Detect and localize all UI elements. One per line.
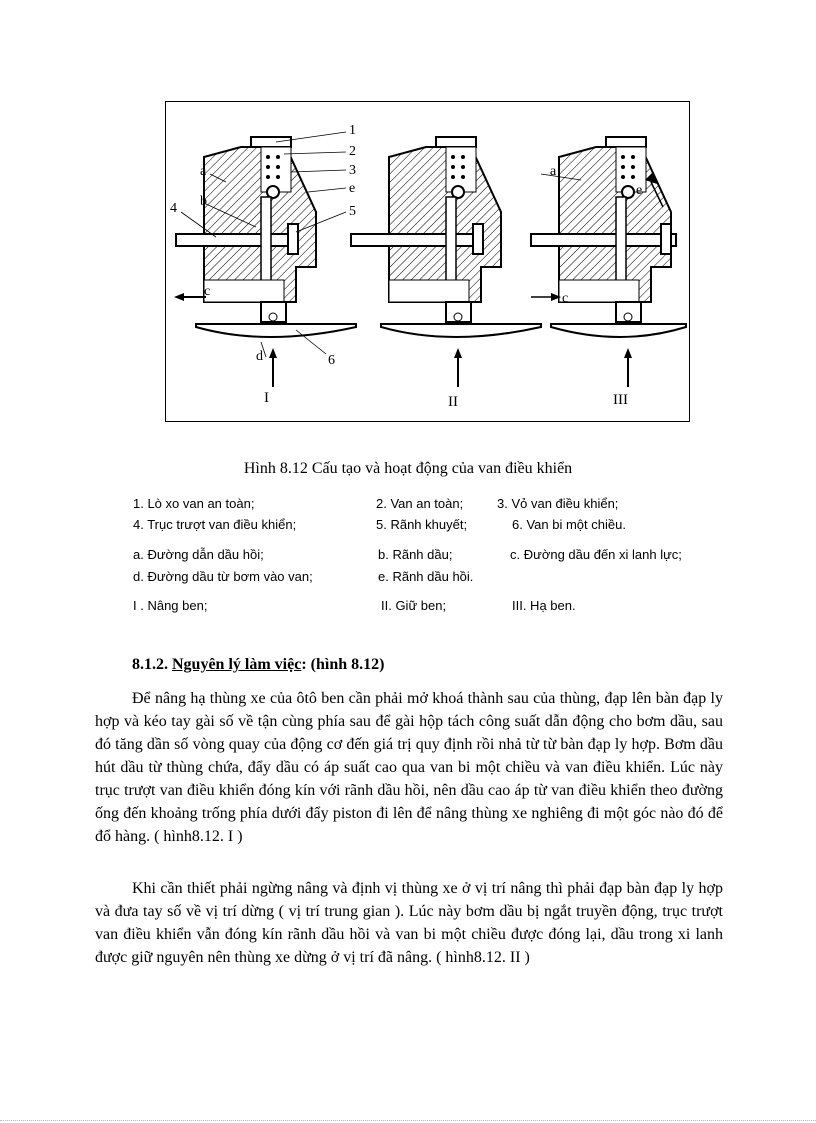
section-title: Nguyên lý làm việc: [172, 656, 302, 673]
legend-6: 6. Van bi một chiều.: [512, 517, 626, 532]
legend-4: 4. Trục trượt van điều khiển;: [133, 517, 297, 532]
legend-5: 5. Rãnh khuyết;: [376, 517, 468, 532]
callout-a: a: [200, 164, 207, 179]
callout-iii-e: e: [636, 183, 643, 198]
panel-label-ii: II: [448, 394, 458, 410]
control-valve-diagram: [166, 102, 691, 423]
panel-label-i: I: [264, 390, 269, 406]
callout-4: 4: [170, 201, 177, 216]
legend-iii: III. Hạ ben.: [512, 598, 576, 613]
section-heading: [132, 656, 384, 674]
legend-a: a. Đường dẫn dầu hồi;: [133, 547, 264, 562]
paragraph-1: Để nâng hạ thùng xe của ôtô ben cần phải mở khoá thành sau của thùng, đạp lên bàn đạp ly hợp và kéo tay gài số về tận cùng phía sau để gài hộp tách công suất dẫn động cho bơm dầu, sau đó tăng dần số vòng quay của động cơ đến giá trị quy định rồi nhả từ từ bàn đạp ly hợp. Bơm dầu hút dầu từ thùng chứa, đẩy dầu có áp suất cao qua van bi một chiều và van điều khiển. Lúc này trục trượt van điều khiển đóng kín với rãnh dầu hồi, nên dầu cao áp từ van điều khiển theo đường ống đến khoảng trống phía dưới đẩy piston đi lên để nâng thùng xe nghiêng đi một góc nào đó để đổ hàng. ( hình8.12. I ): [95, 690, 723, 845]
legend-d: d. Đường dầu từ bơm vào van;: [133, 569, 313, 584]
figure-8-12: [165, 101, 690, 422]
paragraph-2: Khi cần thiết phải ngừng nâng và định vị thùng xe ở vị trí nâng thì phải đạp bàn đạp ly hợp và đưa tay số về vị trí dừng ( vị trí trung gian ). Lúc này bơm dầu bị ngắt truyền động, trục trượt van điều khiển vẫn đóng kín rãnh dầu hồi và van bi một chiều được đóng lại, dầu trong xi lanh được giữ nguyên nên thùng xe dừng ở vị trí đã nâng. ( hình8.12. II ): [95, 880, 723, 966]
callout-b: b: [200, 194, 207, 209]
callout-3: 3: [349, 163, 356, 178]
section-suffix: : (hình 8.12): [301, 656, 385, 673]
callout-5: 5: [349, 204, 356, 219]
page-bottom-rule: [0, 1120, 816, 1121]
callout-1: 1: [349, 123, 356, 138]
legend-e: e. Rãnh dầu hồi.: [378, 569, 474, 584]
legend-ii: II. Giữ ben;: [381, 598, 447, 613]
callout-e: e: [349, 181, 356, 196]
callout-2: 2: [349, 144, 356, 159]
legend-1: 1. Lò xo van an toàn;: [133, 496, 255, 511]
callout-d: d: [256, 349, 263, 364]
figure-caption: Hình 8.12 Cấu tạo và hoạt động của van điều khiển: [243, 460, 573, 477]
section-number: 8.1.2.: [132, 656, 168, 673]
panel-label-iii: III: [613, 392, 628, 408]
panel-ii-valve: [351, 137, 541, 387]
legend-3: 3. Vỏ van điều khiển;: [497, 496, 619, 511]
callout-iii-c: c: [562, 291, 569, 306]
legend-2: 2. Van an toàn;: [376, 496, 464, 511]
callout-iii-a: a: [550, 164, 557, 179]
legend-c: c. Đường dầu đến xi lanh lực;: [510, 547, 682, 562]
legend-i: I . Nâng ben;: [133, 598, 208, 613]
callout-c: c: [204, 284, 211, 299]
legend-b: b. Rãnh dầu;: [378, 547, 453, 562]
callout-6: 6: [328, 353, 335, 368]
